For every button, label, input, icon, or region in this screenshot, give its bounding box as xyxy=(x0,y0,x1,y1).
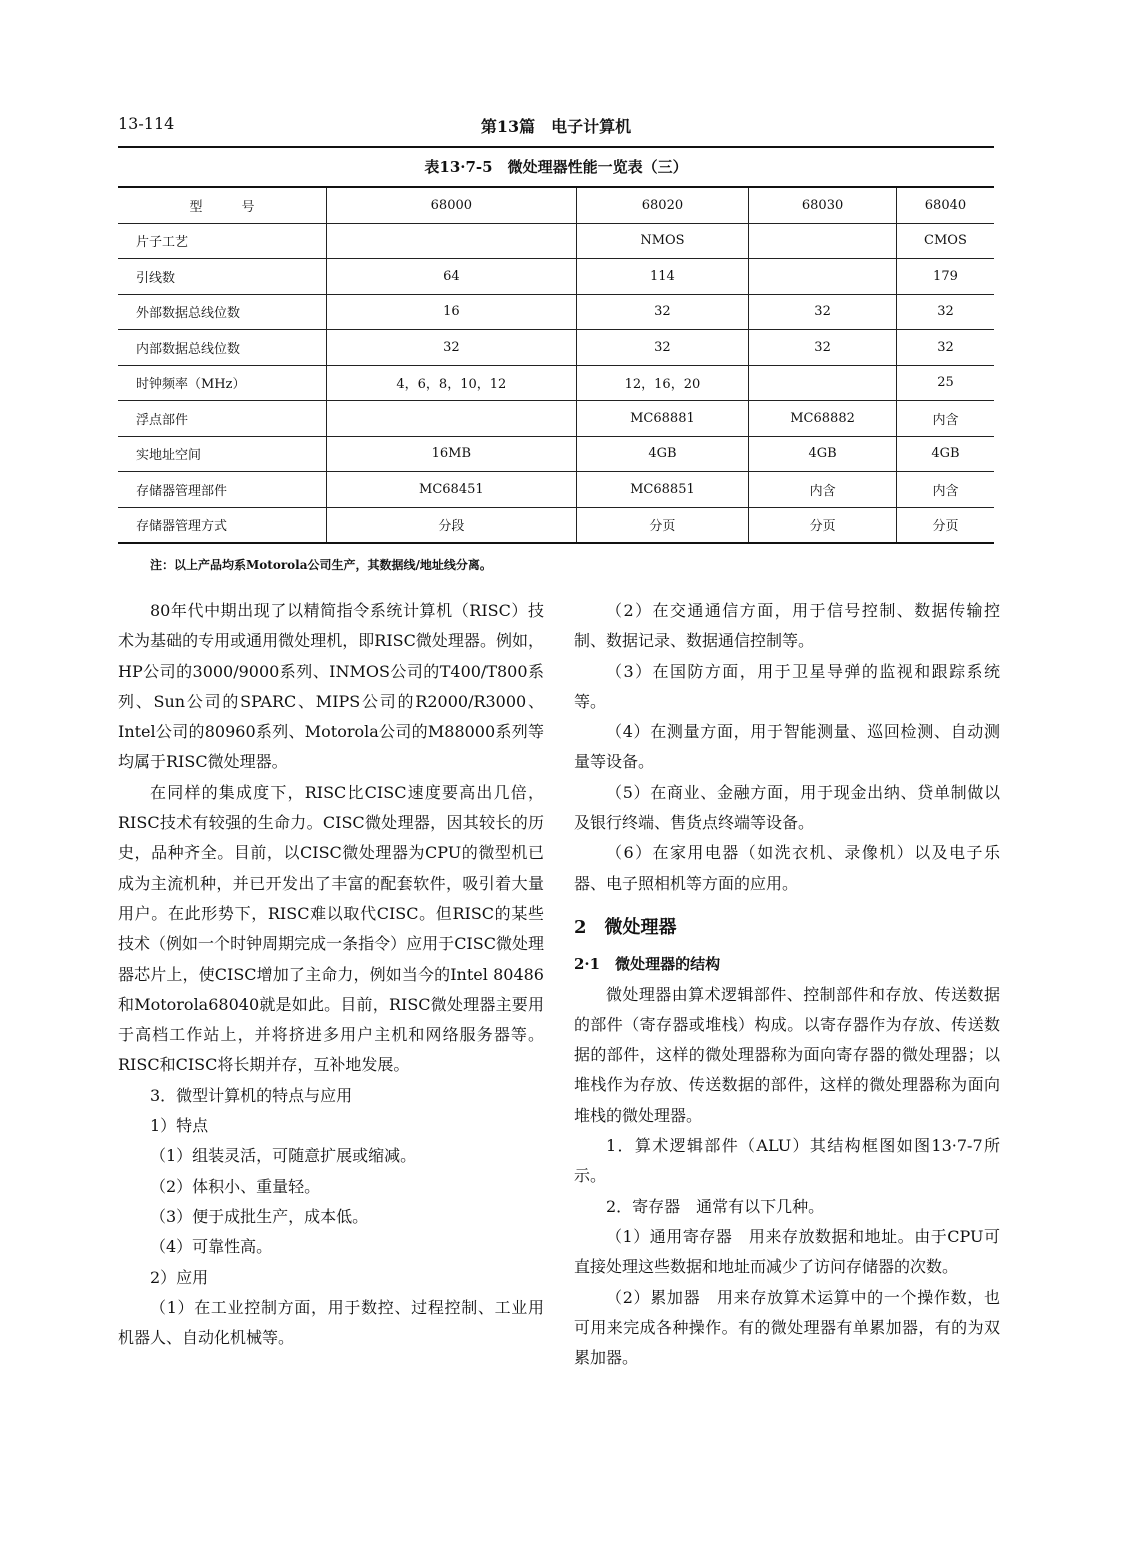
table-cell: 114 xyxy=(576,259,749,295)
table-row xyxy=(118,259,994,295)
table-cell: 引线数 xyxy=(118,259,327,295)
table-cell xyxy=(327,401,577,437)
table-cell: 分页 xyxy=(896,507,994,543)
table-cell: 32 xyxy=(896,294,994,330)
table-cell: 68020 xyxy=(576,187,749,223)
subsection-heading: 2·1 微处理器的结构 xyxy=(574,955,721,974)
table-cell: MC68851 xyxy=(576,472,749,508)
table-cell xyxy=(749,223,897,259)
table-cell: 64 xyxy=(327,259,577,295)
page-number: 13-114 xyxy=(118,114,175,133)
table-cell: 16 xyxy=(327,294,577,330)
table-cell: 68000 xyxy=(327,187,577,223)
table-row xyxy=(118,294,994,330)
list-item: （4）在测量方面，用于智能测量、巡回检测、自动测量等设备。 xyxy=(574,722,1000,772)
table-cell: 时钟频率（MHz） xyxy=(118,365,327,401)
body-paragraph: （2）累加器 用来存放算术运算中的一个操作数，也可用来完成各种操作。有的微处理器有单累加器，有的为双累加器。 xyxy=(574,1287,1000,1368)
left-column xyxy=(118,596,544,1353)
table-cell: MC68882 xyxy=(749,401,897,437)
table-cell: 内含 xyxy=(749,472,897,508)
table-cell: 4，6，8，10，12 xyxy=(327,365,577,401)
table-row xyxy=(118,365,994,401)
table-cell xyxy=(749,365,897,401)
list-item: （2）在交通通信方面，用于信号控制、数据传输控制、数据记录、数据通信控制等。 xyxy=(574,601,1000,651)
table-cell: 32 xyxy=(576,330,749,366)
table-cell: 内部数据总线位数 xyxy=(118,330,327,366)
table-row xyxy=(118,436,994,472)
table-cell: MC68881 xyxy=(576,401,749,437)
table-cell: 分段 xyxy=(327,507,577,543)
right-column xyxy=(574,596,1000,1373)
table-cell: 内含 xyxy=(896,472,994,508)
table-cell: 外部数据总线位数 xyxy=(118,294,327,330)
body-paragraph: 在同样的集成度下，RISC比CISC速度要高出几倍，RISC技术有较强的生命力。CISC微处理器，因其较长的历史，品种齐全。目前，以CISC微处理器为CPU的微型机已成为主流机种，并已开发出了丰富的配套软件，吸引着大量用户。在此形势下，RISC难以取代CISC。但RISC的某些技术（例如一个时钟周期完成一条指令）应用于CISC微处理器芯片上，使CISC增加了主命力，例如当今的Intel 80486和Motorola68040就是如此。目前，RISC微处理器主要用于高档工作站上，并将挤进多用户主机和网络服务器等。RISC和CISC将长期并存，互补地发展。 xyxy=(118,782,544,1075)
table-cell: 存储器管理方式 xyxy=(136,519,228,535)
section-heading: 2 微处理器 xyxy=(574,916,677,938)
body-paragraph: （1）通用寄存器 用来存放数据和地址。由于CPU可直接处理这些数据和地址而减少了访问存储器的次数。 xyxy=(574,1226,1000,1277)
table-cell: CMOS xyxy=(896,223,994,259)
body-paragraph: 2．寄存器 通常有以下几种。 xyxy=(606,1196,825,1216)
table-caption: 表13·7-5 微处理器性能一览表（三） xyxy=(424,158,688,176)
table-cell: 实地址空间 xyxy=(118,436,327,472)
table-cell: 型 号 xyxy=(118,187,327,223)
table-cell: 存储器管理部件 xyxy=(118,472,327,508)
table-cell: 179 xyxy=(896,259,994,295)
header-rule xyxy=(118,146,994,148)
table-cell: NMOS xyxy=(576,223,749,259)
table-note: 注：以上产品均系Motorola公司生产，其数据线/地址线分离。 xyxy=(150,558,492,572)
table-cell: 32 xyxy=(749,294,897,330)
body-paragraph: 微处理器由算术逻辑部件、控制部件和存放、传送数据的部件（寄存器或堆栈）构成。以寄存器作为存放、传送数据的部件，这样的微处理器称为面向寄存器的微处理器；以堆栈作为存放、传送数据的部件，这样的微处理器称为面向堆栈的微处理器。 xyxy=(574,984,1000,1125)
table-cell: 16MB xyxy=(327,436,577,472)
table-cell: 32 xyxy=(576,294,749,330)
table-row xyxy=(118,507,994,543)
table-cell: 分页 xyxy=(749,507,897,543)
table-cell: 68030 xyxy=(749,187,897,223)
subheading: 3．微型计算机的特点与应用 xyxy=(150,1085,353,1105)
list-item: （1）组装灵活，可随意扩展或缩减。 xyxy=(150,1146,417,1166)
table-cell: 内含 xyxy=(896,401,994,437)
table-cell: 4GB xyxy=(896,436,994,472)
list-item: （3）在国防方面，用于卫星导弹的监视和跟踪系统等。 xyxy=(574,661,1000,711)
table-cell: 分页 xyxy=(576,507,749,543)
table-cell: 4GB xyxy=(576,436,749,472)
body-paragraph: 80年代中期出现了以精简指令系统计算机（RISC）技术为基础的专用或通用微处理机，即RISC微处理器。例如，HP公司的3000/9000系列、INMOS公司的T400/T800系列、Sun公司的SPARC、MIPS公司的R2000/R3000、Intel公司的80960系列、Motorola公司的M88000系列等均属于RISC微处理器。 xyxy=(118,601,544,772)
table-header-row xyxy=(118,187,994,223)
table-cell: 浮点部件 xyxy=(118,401,327,437)
list-item: （3）便于成批生产，成本低。 xyxy=(150,1206,369,1226)
table-cell: 68040 xyxy=(896,187,994,223)
table-cell: 32 xyxy=(749,330,897,366)
list-item: （6）在家用电器（如洗衣机、录像机）以及电子乐器、电子照相机等方面的应用。 xyxy=(574,843,1000,893)
list-item: （1）在工业控制方面，用于数控、过程控制、工业用机器人、自动化机械等。 xyxy=(118,1297,544,1348)
body-paragraph: 1．算术逻辑部件（ALU）其结构框图如图13·7-7所示。 xyxy=(574,1136,1000,1186)
table-cell: 12，16，20 xyxy=(576,365,749,401)
table-cell: 32 xyxy=(327,330,577,366)
table-cell xyxy=(749,259,897,295)
table-row xyxy=(118,223,994,259)
processor-spec-table xyxy=(118,186,994,544)
list-item: （2）体积小、重量轻。 xyxy=(150,1176,321,1196)
table-row xyxy=(118,472,994,508)
table-cell: MC68451 xyxy=(327,472,577,508)
table-row xyxy=(118,401,994,437)
chapter-title: 第13篇 电子计算机 xyxy=(480,117,632,136)
list-title: 2）应用 xyxy=(150,1267,209,1287)
table-row xyxy=(118,330,994,366)
page-header xyxy=(118,114,994,144)
table-cell xyxy=(327,223,577,259)
table-cell: 片子工艺 xyxy=(118,223,327,259)
list-title: 1）特点 xyxy=(150,1116,209,1136)
list-item: （4）可靠性高。 xyxy=(150,1237,273,1257)
table-cell: 4GB xyxy=(749,436,897,472)
table-cell: 25 xyxy=(896,365,994,401)
list-item: （5）在商业、金融方面，用于现金出纳、贷单制做以及银行终端、售货点终端等设备。 xyxy=(574,782,1000,833)
table-cell: 32 xyxy=(896,330,994,366)
